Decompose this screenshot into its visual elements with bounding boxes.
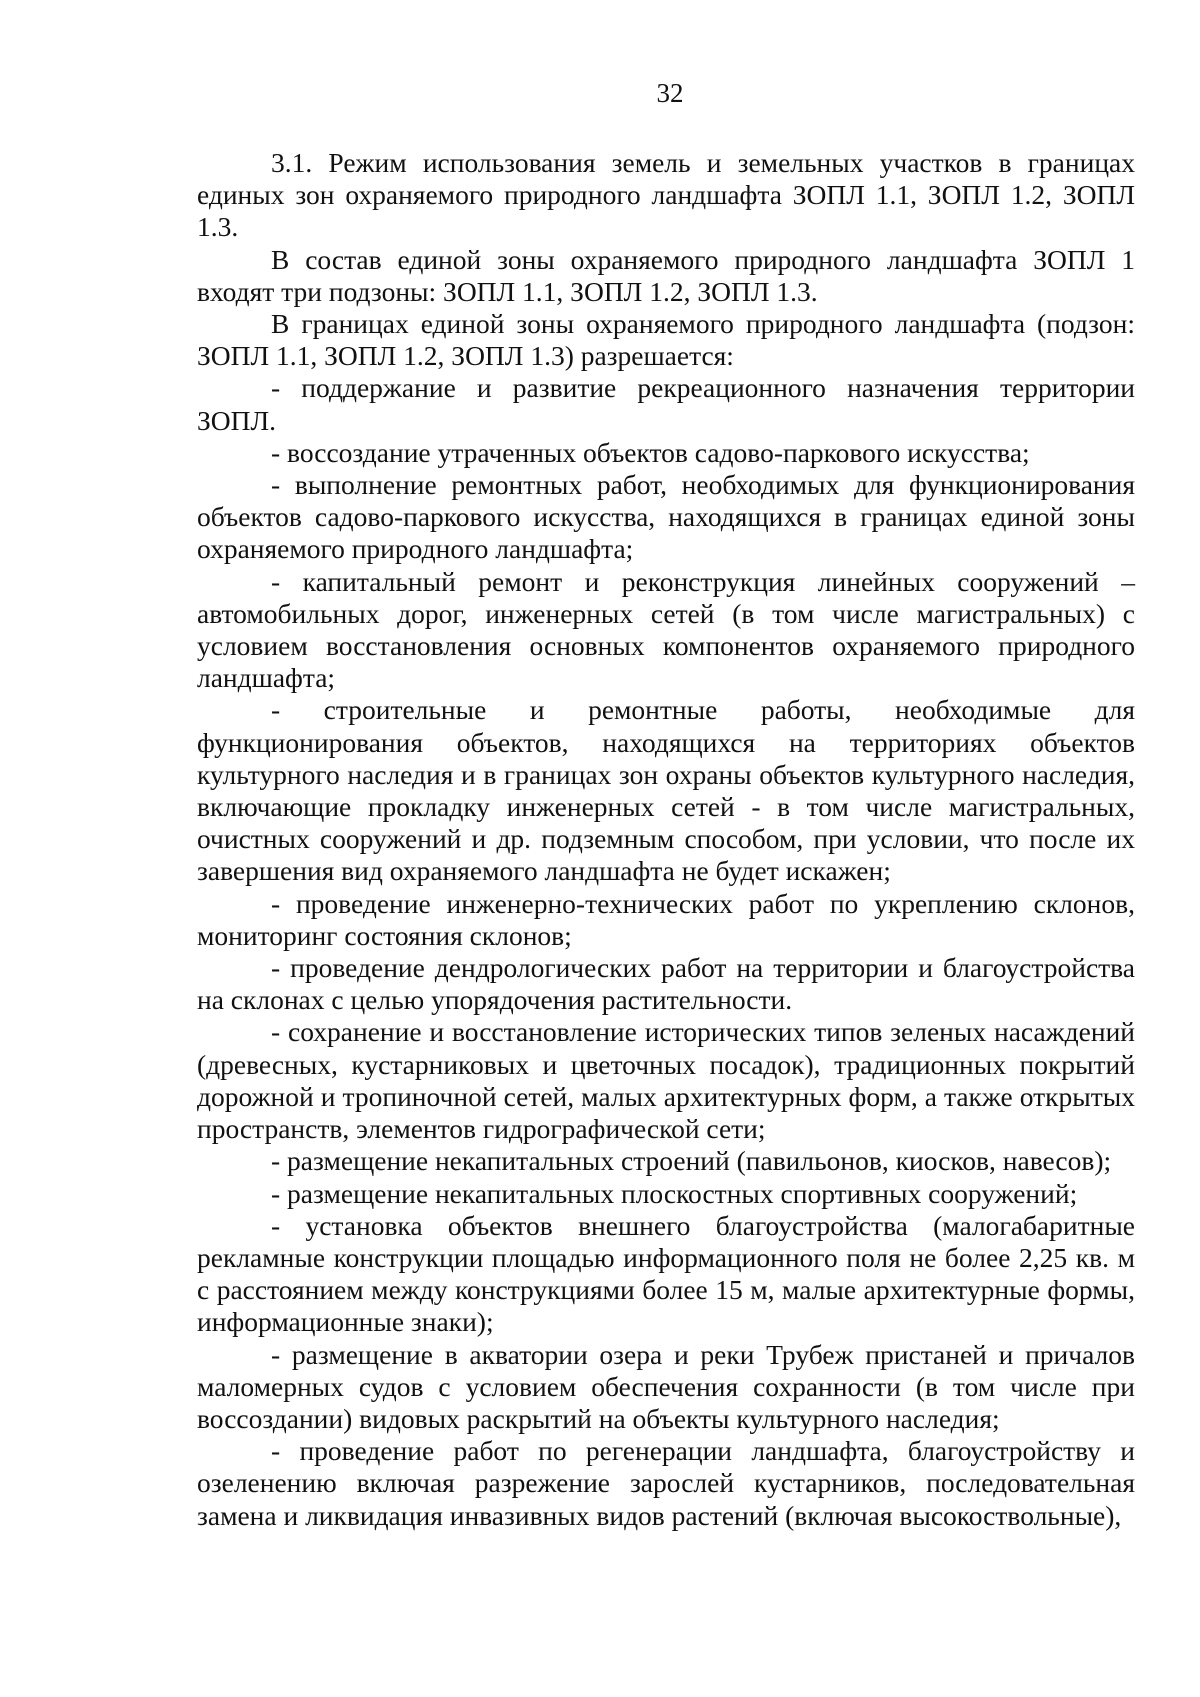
paragraph: В состав единой зоны охраняемого природного ландшафта ЗОПЛ 1 входят три подзоны: ЗОПЛ 1.1, ЗОПЛ 1.2, ЗОПЛ 1.3. [197,243,1135,307]
document-body [197,147,1135,1532]
page-number: 32 [656,78,684,108]
list-item: - выполнение ремонтных работ, необходимых для функционирования объектов садово-паркового искусства, находящихся в границах единой зоны охраняемого природного ландшафта; [197,469,1135,565]
section-heading-paragraph: 3.1. Режим использования земель и земельных участков в границах единых зон охраняемого природного ландшафта ЗОПЛ 1.1, ЗОПЛ 1.2, ЗОПЛ 1.3. [197,147,1135,243]
list-item: - размещение в акватории озера и реки Трубеж пристаней и причалов маломерных судов с условием обеспечения сохранности (в том числе при воссоздании) видовых раскрытий на объекты культурного наследия; [197,1338,1135,1434]
list-item: - размещение некапитальных строений (павильонов, киосков, навесов); [271,1145,1112,1177]
list-item: - установка объектов внешнего благоустройства (малогабаритные рекламные конструкции площадью информационного поля не более 2,25 кв. м с расстоянием между конструкциями более 15 м, малые архитектурные формы, информационные знаки); [197,1209,1135,1338]
paragraph: В границах единой зоны охраняемого природного ландшафта (подзон: ЗОПЛ 1.1, ЗОПЛ 1.2, ЗОПЛ 1.3) разрешается: [197,308,1135,372]
list-item: - воссоздание утраченных объектов садово-паркового искусства; [271,436,1030,468]
list-item: - капитальный ремонт и реконструкция линейных сооружений – автомобильных дорог, инженерных сетей (в том числе магистральных) с условием восстановления основных компонентов охраняемого природного ландшафта; [197,565,1135,694]
list-item: - строительные и ремонтные работы, необходимые для функционирования объектов, находящихся на территориях объектов культурного наследия и в границах зон охраны объектов культурного наследия, включающие прокладку инженерных сетей - в том числе магистральных, очистных сооружений и др. подземным способом, при условии, что после их завершения вид охраняемого ландшафта не будет искажен; [197,694,1135,887]
list-item: - сохранение и восстановление исторических типов зеленых насаждений (древесных, кустарниковых и цветочных посадок), традиционных покрытий дорожной и тропиночной сетей, малых архитектурных форм, а также открытых пространств, элементов гидрографической сети; [197,1016,1135,1145]
list-item: - проведение работ по регенерации ландшафта, благоустройству и озеленению включая разрежение зарослей кустарников, последовательная замена и ликвидация инвазивных видов растений (включая высокоствольные), [197,1435,1135,1531]
list-item: - проведение дендрологических работ на территории и благоустройства на склонах с целью упорядочения растительности. [197,952,1135,1016]
list-item: - размещение некапитальных плоскостных спортивных сооружений; [271,1177,1078,1209]
list-item: - проведение инженерно-технических работ по укреплению склонов, мониторинг состояния склонов; [197,887,1135,951]
list-item: - поддержание и развитие рекреационного назначения территории ЗОПЛ. [197,372,1135,436]
